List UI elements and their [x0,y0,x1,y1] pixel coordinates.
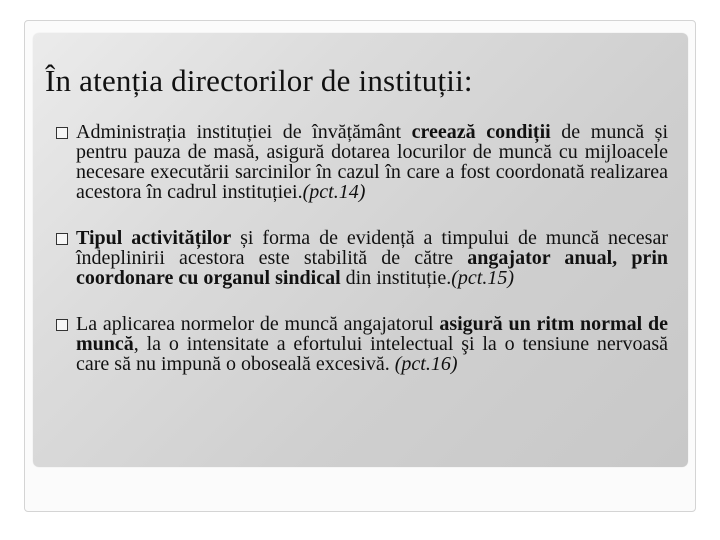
slide-title: În atenția directorilor de instituții: [45,63,473,98]
bullet-3-text-2: , la o intensitate a efortului intelectual şi la o tensiune nervoasă care să nu impună o oboseală excesivă. [76,333,668,375]
bullet-1-reference: (pct.14) [302,181,366,203]
bullet-2-text-2: din instituție. [340,267,452,289]
bullet-1-bold: creează condiții [411,121,551,143]
bullet-1-text-2: de muncă și pentru pauza de masă, asigură dotarea locurilor de muncă cu mijloacele necesare executării sarcinilor în cazul în care a fost coordonată realizarea acestora în cadrul instituției. [76,121,668,203]
bullet-3-reference: (pct.16) [394,353,458,375]
bullet-item-3 [56,314,668,374]
bullet-3-text: La aplicarea normelor de muncă angajatorul [76,313,440,335]
bullet-box-icon [56,127,68,139]
bullet-item-1 [56,122,668,202]
bullet-3-bold: asigură un ritm normal de muncă [76,313,668,355]
bullet-2-reference: (pct.15) [451,267,514,289]
bullet-box-icon [56,233,68,245]
bullet-2-bold-2: angajator anual, prin coordonare cu organul sindical [76,247,668,289]
bullet-2-bold: Tipul activităților [76,227,232,249]
bullet-2-text: și forma de evidență a timpului de muncă necesar îndeplinirii acestora este stabilită de către [76,227,668,269]
bullet-item-2 [56,228,668,288]
bullet-box-icon [56,319,68,331]
bullet-list [56,122,668,374]
bullet-1-text: Administrația instituției de învățământ [76,121,412,143]
